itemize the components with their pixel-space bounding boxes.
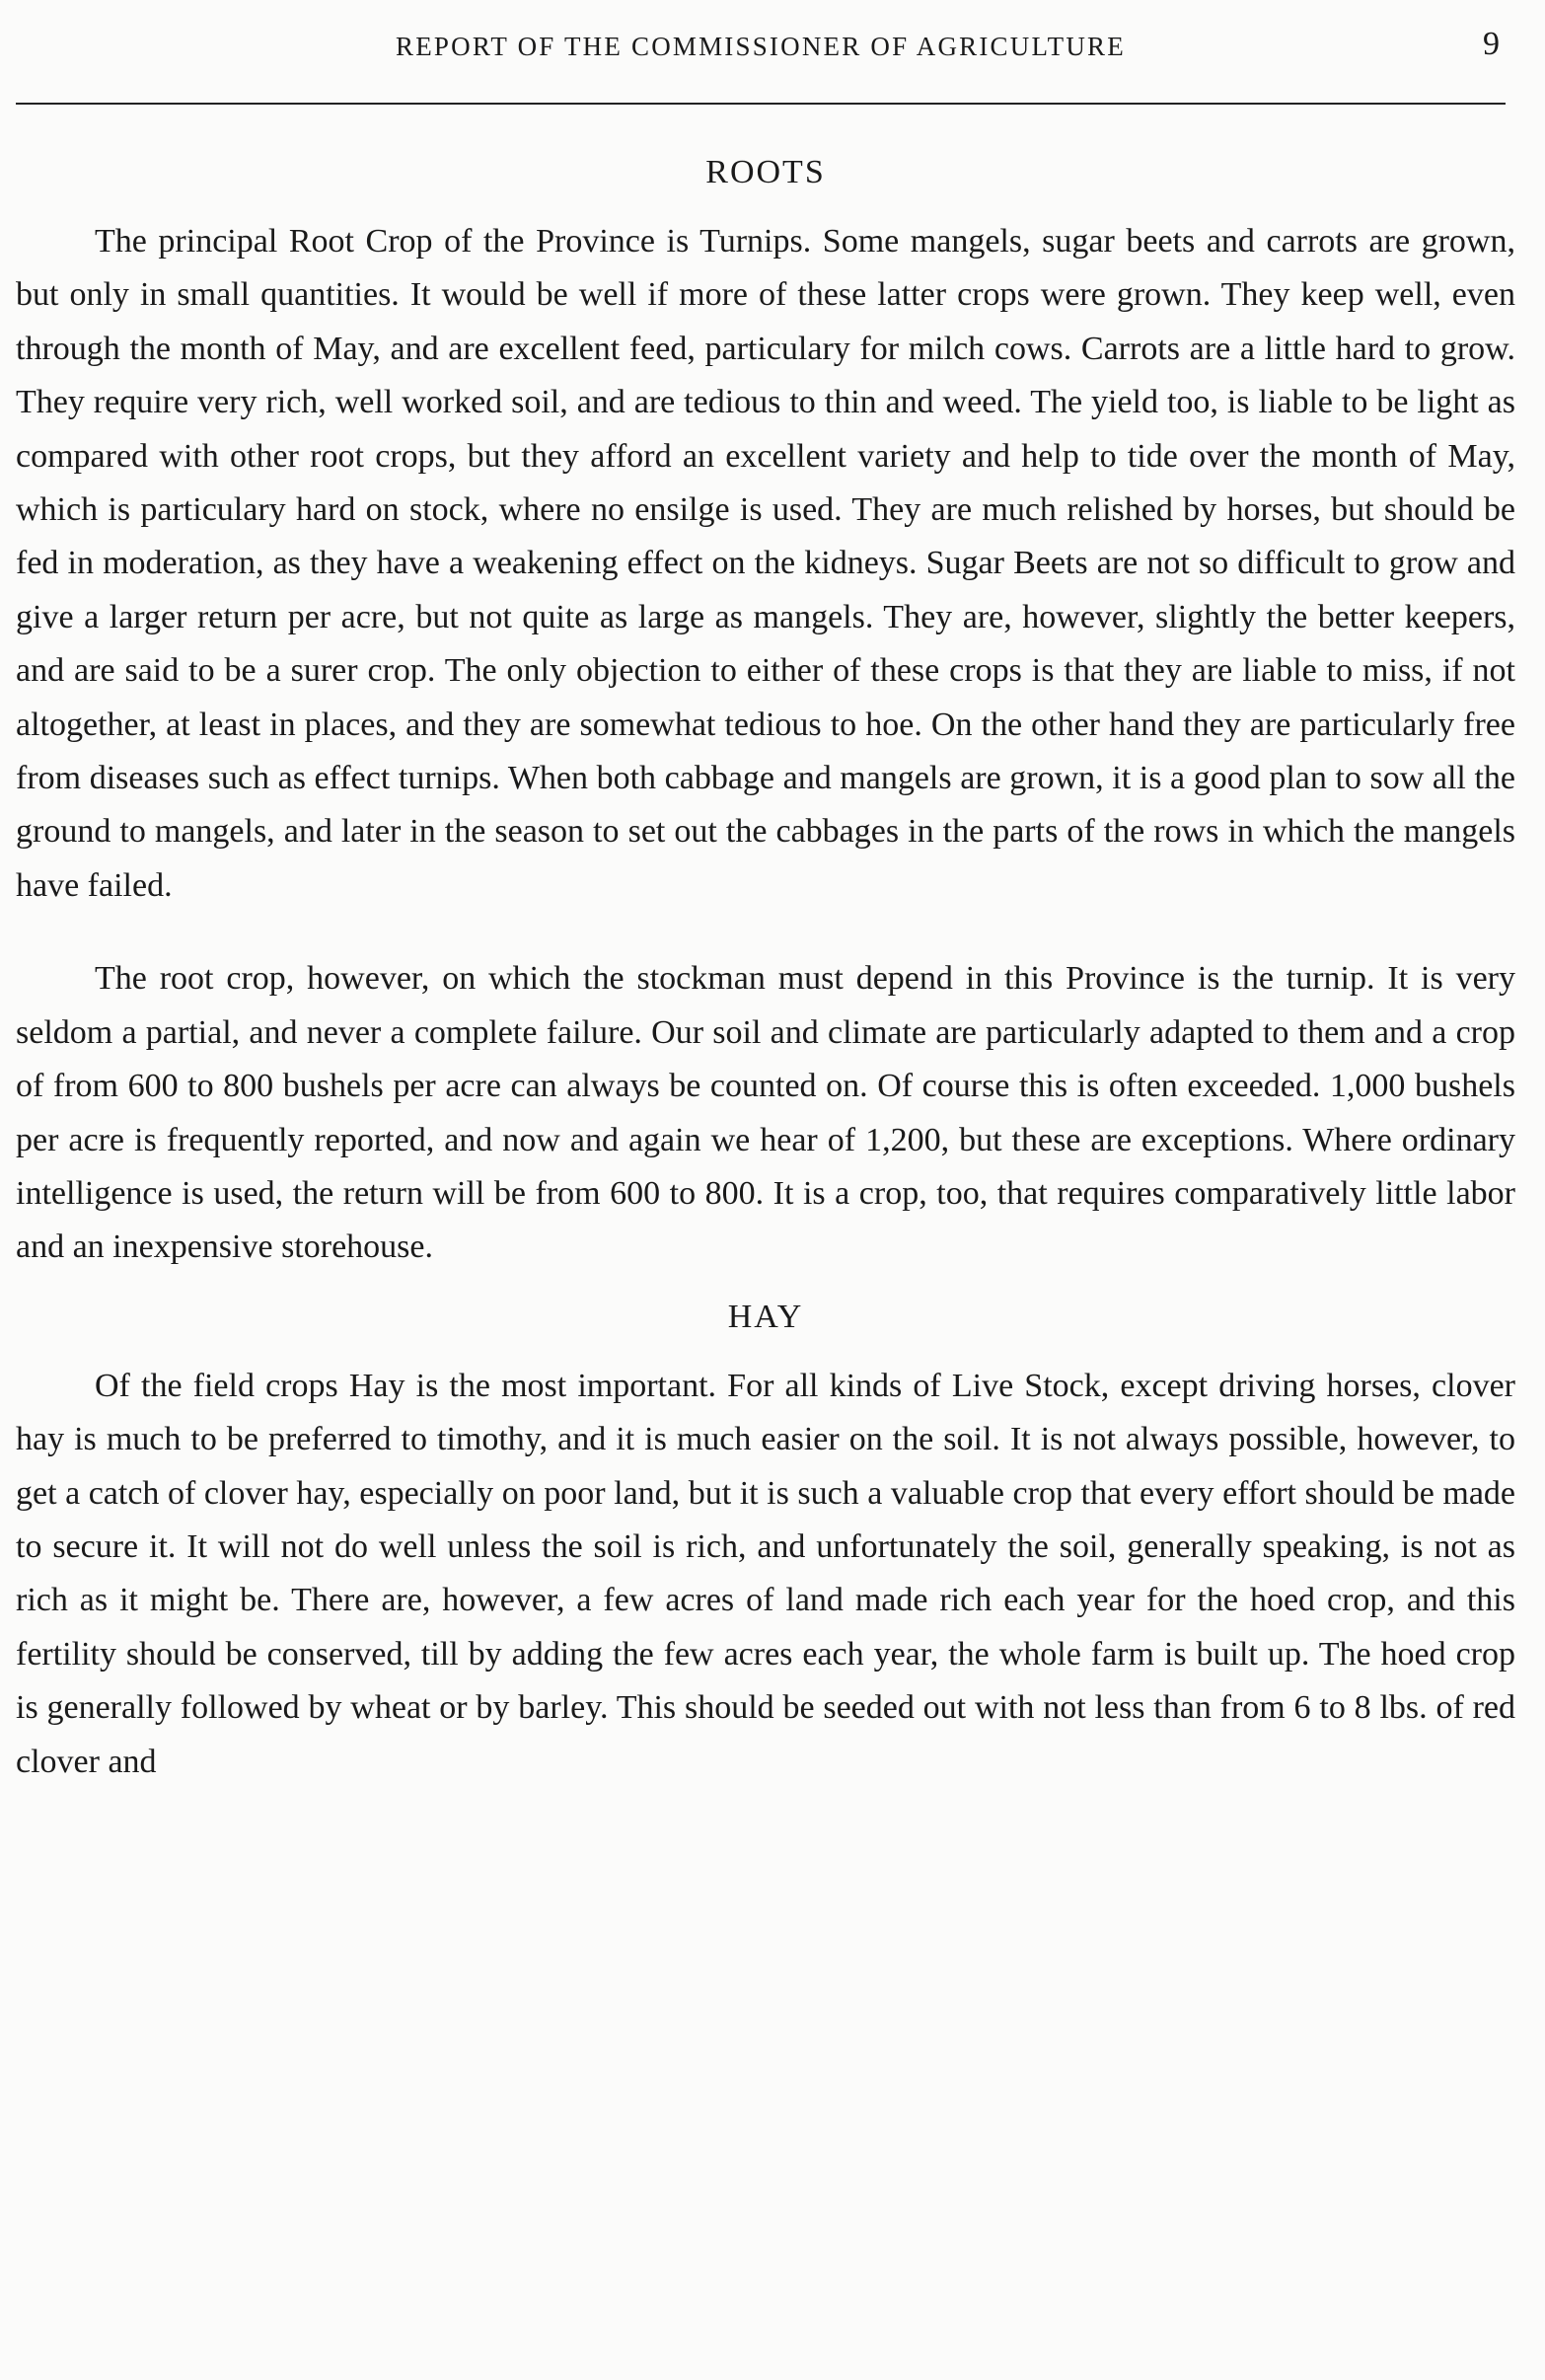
- roots-paragraph-1: The principal Root Crop of the Province is Turnips. Some mangels, sugar beets and carrots are grown, but only in small quantities. It would be well if more of these latter crops were grown. They keep well, even through the month of May, and are excellent feed, particulary for milch cows. Carrots are a little hard to grow. They require very rich, well worked soil, and are tedious to thin and weed. The yield too, is liable to be light as compared with other root crops, but they afford an excellent variety and help to tide over the month of May, which is particulary hard on stock, where no ensilge is used. They are much relished by horses, but should be fed in moderation, as they have a weakening effect on the kidneys. Sugar Beets are not so difficult to grow and give a larger return per acre, but not quite as large as mangels. They are, however, slightly the better keepers, and are said to be a surer crop. The only objection to either of these crops is that they are liable to miss, if not altogether, at least in places, and they are somewhat tedious to hoe. On the other hand they are particularly free from diseases such as effect turnips. When both cabbage and mangels are grown, it is a good plan to sow all the ground to mangels, and later in the season to set out the cabbages in the parts of the rows in which the mangels have failed.: [16, 223, 1515, 904]
- page-number: 9: [1483, 26, 1500, 62]
- running-head: REPORT OF THE COMMISSIONER OF AGRICULTURE: [396, 32, 1126, 61]
- page-body: [16, 138, 1515, 1828]
- section-title-roots: ROOTS: [705, 154, 826, 190]
- page-header: [16, 26, 1506, 85]
- section-title-hay: HAY: [727, 1298, 804, 1335]
- header-rule: [16, 103, 1506, 105]
- hay-paragraph-1: Of the field crops Hay is the most important. For all kinds of Live Stock, except driving horses, clover hay is much to be preferred to timothy, and it is much easier on the soil. It is not always possible, however, to get a catch of clover hay, especially on poor land, but it is such a valuable crop that every effort should be made to secure it. It will not do well unless the soil is rich, and unfortunately the soil, generally speaking, is not as rich as it might be. There are, however, a few acres of land made rich each year for the hoed crop, and this fertility should be conserved, till by adding the few acres each year, the whole farm is built up. The hoed crop is generally followed by wheat or by barley. This should be seeded out with not less than from 6 to 8 lbs. of red clover and: [16, 1367, 1515, 1780]
- roots-paragraph-2: The root crop, however, on which the stockman must depend in this Province is the turnip. It is very seldom a partial, and never a complete failure. Our soil and climate are particularly adapted to them and a crop of from 600 to 800 bushels per acre can always be counted on. Of course this is often exceeded. 1,000 bushels per acre is frequently reported, and now and again we hear of 1,200, but these are exceptions. Where ordinary intelligence is used, the return will be from 600 to 800. It is a crop, too, that requires comparatively little labor and an inexpensive storehouse.: [16, 960, 1515, 1266]
